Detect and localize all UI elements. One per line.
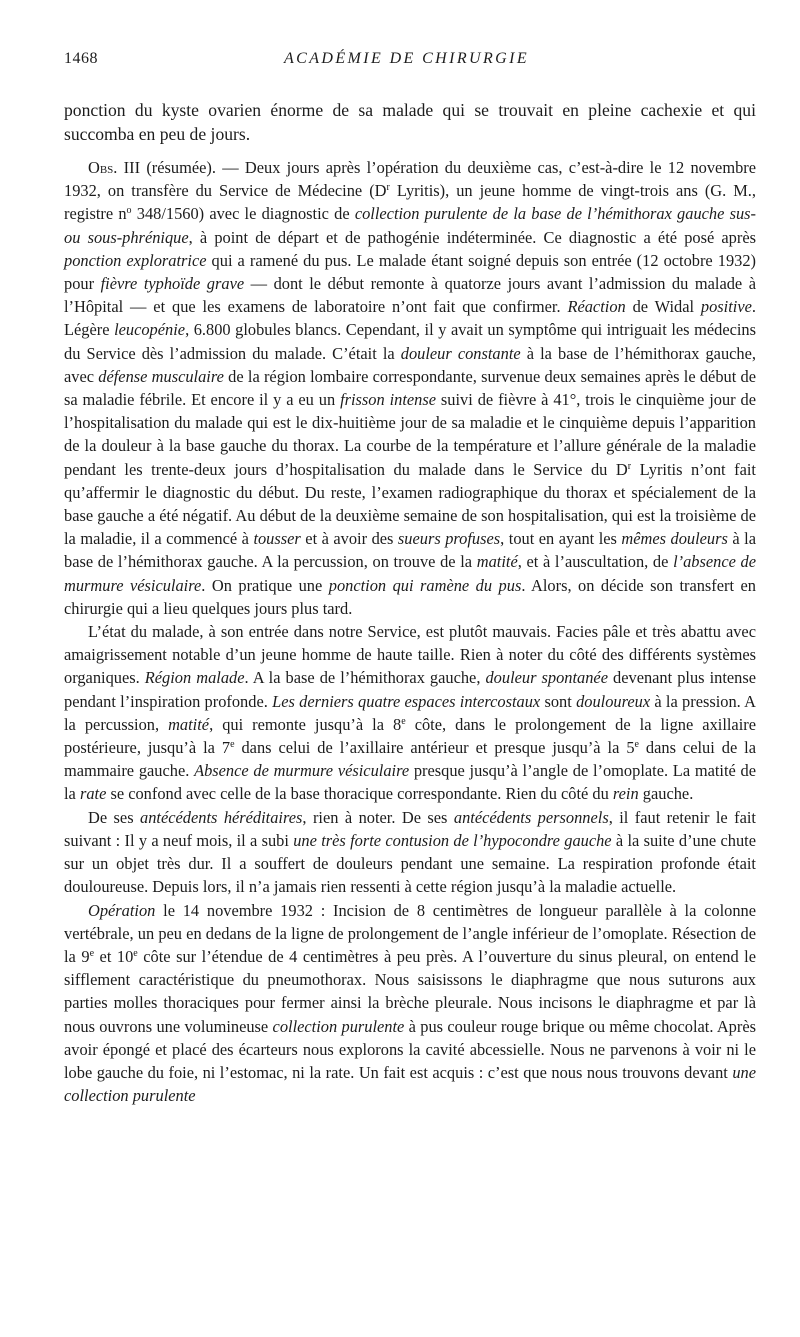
text-run: L’état du malade, à son entrée dans notre Service, est plutôt mauvais. Facies pâle et très abattu avec amaigrissement notable d’un jeune homme de haute taille. Rien à noter du côté des différents systèmes organiques. (64, 622, 756, 688)
italic-text: collection purulente (272, 1016, 405, 1036)
italic-text: sueurs profuses (397, 529, 501, 549)
small-caps-text: Obs. (88, 158, 118, 177)
italic-text: positive (700, 297, 752, 317)
text-run: . Légère (64, 297, 756, 340)
italic-text: Région malade (144, 668, 245, 688)
italic-text: ponction qui ramène du pus (328, 575, 522, 595)
text-run: presque jusqu’à l’angle de l’omoplate. La matité de la (64, 761, 756, 804)
paragraph (64, 620, 756, 806)
text-run: gauche. (638, 784, 694, 804)
italic-text: douleur spontanée (485, 668, 608, 688)
text-run: Lyritis), un jeune homme de vingt-trois ans (G. M., registre n (64, 181, 756, 224)
text-run: 348/1560) avec le diagnostic de (131, 204, 355, 224)
body-text (64, 98, 756, 1107)
superscript: e (89, 947, 95, 959)
page-header (64, 50, 756, 80)
text-run: côte, dans le prolongement de la ligne axillaire postérieure, jusqu’à la 7 (64, 714, 756, 758)
italic-text: douloureux (576, 691, 651, 711)
italic-text: Opération (88, 900, 156, 920)
italic-text: l’absence de murmure vésiculaire (64, 552, 757, 595)
text-run: à la suite d’une chute sur un objet très dur. Il a souffert de douleurs pendant une semaine. La respiration profonde était douloureuse. Depuis lors, il n’a jamais rien ressenti à cette région jusqu’à la maladie actuelle. (64, 830, 756, 897)
text-run: . On pratique une (201, 575, 329, 595)
text-run: qui a ramené du pus. Le malade étant soigné depuis son entrée (12 octobre 1932) pour (64, 250, 756, 294)
text-run: dans celui de l’axillaire antérieur et presque jusqu’à la 5 (234, 738, 635, 758)
italic-text: frisson intense (340, 390, 437, 410)
paragraph (64, 98, 756, 146)
text-run: de la région lombaire correspondante, survenue deux semaines après le début de sa maladie fébrile. Et encore il y a eu un (64, 366, 756, 410)
italic-text: une très forte contusion de l’hypocondre gauche (293, 830, 612, 850)
italic-text: mêmes douleurs (621, 529, 728, 549)
italic-text: matité (476, 552, 518, 572)
text-run: , et à l’auscultation, de (517, 552, 674, 572)
paragraph (64, 806, 756, 899)
text-run: à pus couleur rouge brique ou même chocolat. Après avoir épongé et placé des écarteurs nous explorons la cavité abcessielle. Nous ne parvenons à voir ni le lobe gauche du foie, ni l’estomac, ni la rate. Un fait est acquis : c’est que nous nous trouvons devant (64, 1016, 756, 1082)
text-run: , tout en ayant les (500, 529, 622, 549)
italic-text: tousser (253, 529, 301, 549)
text-run: et à avoir des (300, 529, 398, 549)
text-run: , qui remonte jusqu’à la 8 (209, 714, 402, 734)
running-title: ACADÉMIE DE CHIRURGIE (284, 50, 530, 67)
text-run: ponction du kyste ovarien énorme de sa malade qui se trouvait en pleine cachexie et qui succomba en peu de jours. (64, 100, 756, 144)
text-run: — dont le début remonte à quatorze jours avant l’admission du malade à l’Hôpital — et que les examens de laboratoire n’ont fait que confirmer. (64, 274, 756, 317)
text-run: devenant plus intense pendant l’inspiration profonde. (64, 668, 757, 711)
paragraph (64, 156, 756, 620)
text-run: Lyritis n’ont fait qu’affermir le diagnostic du début. Du reste, l’examen radiographique du thorax et spécialement de la base gauche a été négatif. Au début de la deuxième semaine de son hospitalisation, qui est la troisième de la maladie, il a commencé à (64, 459, 756, 549)
text-run: . A la base de l’hémithorax gauche, (244, 668, 486, 688)
superscript: e (634, 739, 639, 751)
italic-text: défense musculaire (98, 366, 224, 386)
italic-text: Absence de murmure vésiculaire (194, 761, 410, 781)
italic-text: rein (612, 784, 639, 804)
superscript: o (126, 205, 132, 217)
text-run: sont (540, 691, 577, 711)
italic-text: douleur constante (400, 343, 521, 363)
italic-text: Réaction (567, 297, 626, 317)
italic-text: collection purulente de la base de l’hémithorax gauche sus- ou sous-phrénique (64, 204, 756, 247)
text-run: III (résumée). — Deux jours après l’opération du deuxième cas, c’est-à-dire le 12 novembre 1932, on transfère du Service de Médecine (D (64, 158, 756, 201)
italic-text: une collection purulente (64, 1062, 756, 1106)
text-run: De ses (88, 807, 141, 827)
text-run: . Alors, on décide son transfert en chirurgie qui a lieu quelques jours plus tard. (64, 575, 757, 618)
text-run: , rien à noter. De ses (302, 807, 454, 827)
italic-text: leucopénie (114, 320, 186, 340)
italic-text: matité (168, 714, 210, 734)
text-run: , il faut retenir le fait suivant : Il y a neuf mois, il a subi (64, 807, 756, 850)
text-run: suivi de fièvre à 41°, trois le cinquième jour de l’hospitalisation du malade qui est le dix-huitième jour de sa maladie et le cinquième depuis l’apparition de la douleur à la base gauche du thorax. La courbe de la température et l’allure générale de la maladie pendant les trente-deux jours d’hospitalisation du malade dans le Service du D (64, 390, 756, 479)
italic-text: fièvre typhoïde grave (100, 274, 245, 294)
text-run: côte sur l’étendue de 4 centimètres à peu près. A l’ouverture du sinus pleural, on entend le sifflement caractéristique du pneumothorax. Nous saisissons le diaphragme que nous suturons aux parties molles thoraciques pour fermer ainsi la brèche pleurale. Nous incisons le diaphragme et par là nous ouvrons une volumineuse (64, 946, 757, 1036)
page-number: 1468 (64, 50, 98, 67)
text-run: , 6.800 globules blancs. Cependant, il y avait un symptôme qui intriguait les médecins du Service dès l’admission du malade. C’était la (64, 320, 756, 363)
text-run: le 14 novembre 1932 : Incision de 8 centimètres de longueur parallèle à la colonne vertébrale, un peu en dedans de la ligne de prolongement de l’angle inférieur de l’omoplate. Résection de la 9 (64, 900, 756, 966)
paragraph (64, 899, 756, 1108)
italic-text: rate (79, 784, 107, 804)
text-run: , à point de départ et de pathogénie indéterminée. Ce diagnostic a été posé après (188, 227, 756, 247)
italic-text: Les derniers quatre espaces intercostaux (272, 691, 541, 711)
superscript: r (386, 182, 390, 194)
superscript: r (627, 460, 632, 472)
superscript: e (230, 739, 235, 751)
text-run: à la base de l’hémithorax gauche. A la percussion, on trouve de la (64, 529, 756, 572)
superscript: e (401, 715, 406, 727)
text-run: de Widal (625, 297, 701, 317)
text-run: à la base de l’hémithorax gauche, avec (64, 343, 757, 386)
text-run: dans celui de la mammaire gauche. (64, 738, 757, 781)
text-run: et 10 (94, 946, 134, 966)
italic-text: antécédents personnels (453, 807, 609, 827)
text-run: à la pression. A la percussion, (64, 691, 756, 734)
italic-text: ponction exploratrice (64, 250, 207, 270)
text-run: se confond avec celle de la base thoracique correspondante. Rien du côté du (106, 784, 613, 804)
italic-text: antécédents héréditaires (140, 807, 303, 827)
superscript: e (133, 947, 138, 959)
